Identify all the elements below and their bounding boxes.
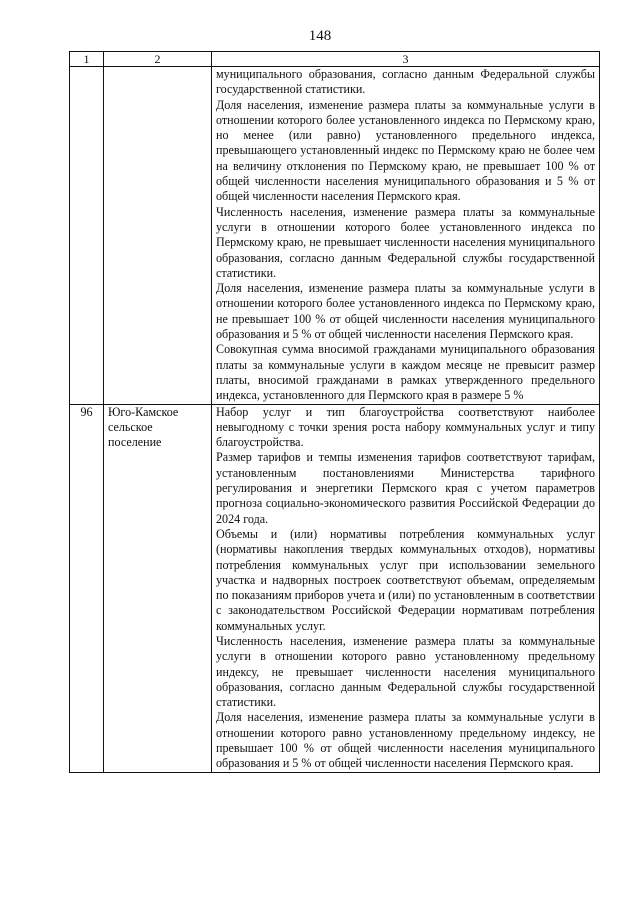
condition-paragraph: Численность населения, изменение размера платы за коммунальные услуги в отношении которого более установленного индекса по Пермскому краю, не превышает численности населения муниципального образования, согласно данным Федеральной службы государственной статистики. — [216, 204, 595, 280]
page-number: 148 — [308, 28, 332, 44]
condition-paragraph: муниципального образования, согласно данным Федеральной службы государственной статистики. — [216, 67, 595, 97]
condition-paragraph: Доля населения, изменение размера платы за коммунальные услуги в отношении которого более установленного индекса по Пермскому краю, не превышает 100 % от общей численности населения муниципального образования и 5 % от общей численности населения Пермского края. — [216, 281, 595, 342]
condition-paragraph: Размер тарифов и темпы изменения тарифов соответствуют тарифам, установленным постановлениями Министерства тарифного регулирования и энергетики Пермского края с учетом параметров прогноза социально-экономического развития Российской Федерации до 2024 года. — [216, 450, 595, 526]
header-col-3: 3 — [212, 52, 600, 67]
table-row — [70, 404, 600, 772]
municipality-name: Юго-Камское сельское поселение — [104, 404, 212, 772]
municipality-name — [104, 67, 212, 405]
header-col-1: 1 — [70, 52, 104, 67]
header-col-2: 2 — [104, 52, 212, 67]
condition-paragraph: Набор услуг и тип благоустройства соответствуют наиболее невыгодному с точки зрения роста набору коммунальных услуг и типу благоустройства. — [216, 404, 595, 450]
condition-paragraph: Доля населения, изменение размера платы за коммунальные услуги в отношении которого равно установленному предельному индексу, не превышает 100 % от общей численности населения муниципального образования и 5 % от общей численности населения Пермского края. — [216, 710, 595, 771]
row-number — [70, 67, 104, 405]
condition-paragraph: Доля населения, изменение размера платы за коммунальные услуги в отношении которого более установленного индекса по Пермскому краю, но менее (или равно) установленного предельного индекса, превышающего установленный индекс по Пермскому краю не более чем на величину отклонения по Пермскому краю, не превышает 100 % от общей численности населения муниципального образования и 5 % от общей численности населения Пермского края. — [216, 97, 595, 204]
condition-paragraph: Совокупная сумма вносимой гражданами муниципального образования платы за коммунальные услуги в каждом месяце не превысит размер платы, вносимой гражданами в рамках утвержденного предельного индекса, установленного для Пермского края в размере 5 % — [216, 342, 595, 403]
condition-paragraph: Численность населения, изменение размера платы за коммунальные услуги в отношении которого равно установленному предельному индексу, не превышает численности населения муниципального образования, согласно данным Федеральной службы государственной статистики. — [216, 633, 595, 710]
tariff-table — [69, 51, 600, 773]
row-number: 96 — [70, 404, 104, 772]
table-row — [70, 67, 600, 405]
conditions-cell — [212, 67, 600, 405]
table-header — [70, 52, 600, 67]
conditions-cell — [212, 404, 600, 772]
header-row — [70, 52, 600, 67]
condition-paragraph: Объемы и (или) нормативы потребления коммунальных услуг (нормативы накопления твердых коммунальных отходов), нормативы потребления коммунальных услуг при использовании земельного участка и надворных построек соответствуют объемам, определяемым по показаниям приборов учета и (или) по установленным в соответствии с законодательством Российской Федерации нормативам потребления коммунальных услуг. — [216, 526, 595, 633]
